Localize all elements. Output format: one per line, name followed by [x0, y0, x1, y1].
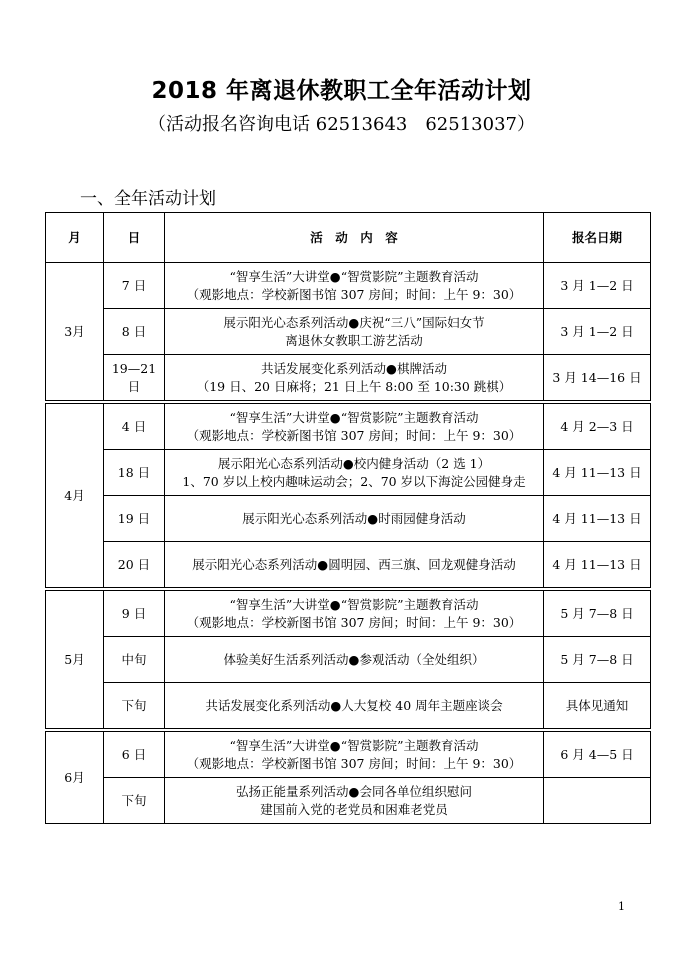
- content-cell: [165, 404, 544, 450]
- content-line: 体验美好生活系列活动●参观活动（全处组织）: [223, 651, 485, 667]
- day-cell: 中旬: [104, 637, 165, 683]
- table-row: [46, 404, 651, 450]
- signup-date-cell: 3 月 1—2 日: [544, 263, 651, 309]
- content-line: 展示阳光心态系列活动●圆明园、西三旗、回龙观健身活动: [192, 556, 516, 572]
- table-row: [46, 591, 651, 637]
- day-cell: 7 日: [104, 263, 165, 309]
- content-cell: [165, 591, 544, 637]
- month-cell: 5月: [46, 591, 104, 729]
- header-content: 活 动 内 容: [165, 213, 544, 263]
- content-cell: [165, 542, 544, 588]
- content-line: 展示阳光心态系列活动●时雨园健身活动: [242, 510, 466, 526]
- day-cell: 下旬: [104, 778, 165, 824]
- day-cell: 20 日: [104, 542, 165, 588]
- signup-date-cell: 4 月 11—13 日: [544, 542, 651, 588]
- signup-date-cell: 4 月 11—13 日: [544, 450, 651, 496]
- activity-plan-table: [45, 212, 651, 824]
- content-line: 1、70 岁以上校内趣味运动会；2、70 岁以下海淀公园健身走: [182, 473, 526, 489]
- signup-date-cell: 4 月 2—3 日: [544, 404, 651, 450]
- table-row: [46, 450, 651, 496]
- content-line: 建国前入党的老党员和困难老党员: [260, 801, 448, 817]
- content-line: “智享生活”大讲堂●“智赏影院”主题教育活动: [229, 596, 479, 612]
- content-line: 共话发展变化系列活动●人大复校 40 周年主题座谈会: [205, 697, 503, 713]
- signup-date-cell: [544, 778, 651, 824]
- day-cell: 4 日: [104, 404, 165, 450]
- content-line: 展示阳光心态系列活动●庆祝“三八”国际妇女节: [223, 314, 485, 330]
- table-row: [46, 542, 651, 588]
- page-subtitle: （活动报名咨询电话 62513643 62513037）: [148, 114, 535, 135]
- month-cell: 3月: [46, 263, 104, 401]
- content-line: 展示阳光心态系列活动●校内健身活动（2 选 1）: [217, 455, 491, 471]
- content-line: “智享生活”大讲堂●“智赏影院”主题教育活动: [229, 737, 479, 753]
- content-cell: [165, 778, 544, 824]
- content-cell: [165, 355, 544, 401]
- day-cell: 18 日: [104, 450, 165, 496]
- content-line: 共话发展变化系列活动●棋牌活动: [261, 360, 447, 376]
- day-cell: 19 日: [104, 496, 165, 542]
- table-row: [46, 732, 651, 778]
- content-line: （观影地点：学校新图书馆 307 房间；时间：上午 9：30）: [186, 614, 522, 630]
- day-cell: 下旬: [104, 683, 165, 729]
- table-header-row: [46, 213, 651, 263]
- page-title: 2018 年离退休教职工全年活动计划: [151, 78, 532, 104]
- table-row: [46, 683, 651, 729]
- content-line: 离退休女教职工游艺活动: [285, 332, 423, 348]
- table-row: [46, 355, 651, 401]
- content-line: “智享生活”大讲堂●“智赏影院”主题教育活动: [229, 409, 479, 425]
- content-line: 弘扬正能量系列活动●会同各单位组织慰问: [236, 783, 472, 799]
- content-line: （观影地点：学校新图书馆 307 房间；时间：上午 9：30）: [186, 286, 522, 302]
- month-cell: 4月: [46, 404, 104, 588]
- header-signup-date: 报名日期: [544, 213, 651, 263]
- content-line: “智享生活”大讲堂●“智赏影院”主题教育活动: [229, 268, 479, 284]
- content-cell: [165, 637, 544, 683]
- signup-date-cell: 6 月 4—5 日: [544, 732, 651, 778]
- table-row: [46, 637, 651, 683]
- table-row: [46, 496, 651, 542]
- content-cell: [165, 683, 544, 729]
- content-line: （观影地点：学校新图书馆 307 房间；时间：上午 9：30）: [186, 755, 522, 771]
- signup-date-cell: 5 月 7—8 日: [544, 637, 651, 683]
- month-cell: 6月: [46, 732, 104, 824]
- header-day: 日: [104, 213, 165, 263]
- content-cell: [165, 450, 544, 496]
- section-heading: 一、全年活动计划: [80, 189, 216, 209]
- day-cell: 19—21 日: [104, 355, 165, 401]
- page-number: 1: [618, 900, 625, 913]
- signup-date-cell: 3 月 14—16 日: [544, 355, 651, 401]
- signup-date-cell: 具体见通知: [544, 683, 651, 729]
- day-cell: 8 日: [104, 309, 165, 355]
- content-line: （19 日、20 日麻将；21 日上午 8:00 至 10:30 跳棋）: [196, 378, 512, 394]
- table-row: [46, 263, 651, 309]
- content-cell: [165, 309, 544, 355]
- signup-date-cell: 3 月 1—2 日: [544, 309, 651, 355]
- table-body: [46, 263, 651, 824]
- day-cell: 6 日: [104, 732, 165, 778]
- content-cell: [165, 732, 544, 778]
- content-cell: [165, 263, 544, 309]
- signup-date-cell: 5 月 7—8 日: [544, 591, 651, 637]
- signup-date-cell: 4 月 11—13 日: [544, 496, 651, 542]
- content-line: （观影地点：学校新图书馆 307 房间；时间：上午 9：30）: [186, 427, 522, 443]
- day-cell: 9 日: [104, 591, 165, 637]
- table-row: [46, 309, 651, 355]
- header-month: 月: [46, 213, 104, 263]
- table-row: [46, 778, 651, 824]
- content-cell: [165, 496, 544, 542]
